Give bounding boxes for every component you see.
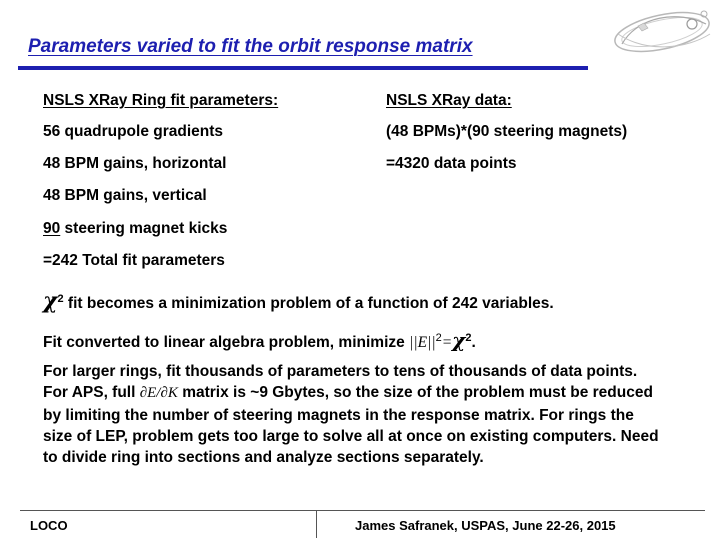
error-norm: ||E|| xyxy=(409,334,436,351)
quadrupole-gradients-text: 56 quadrupole gradients xyxy=(43,123,224,140)
data-points-text: =4320 data points xyxy=(386,155,517,172)
response-matrix-fraction: ∂E/∂K xyxy=(139,385,178,402)
chi-symbol: χ xyxy=(43,288,58,314)
linear-algebra-line xyxy=(43,328,476,352)
footer-divider xyxy=(316,510,317,538)
equals-sign: = xyxy=(441,334,453,351)
large-rings-paragraph xyxy=(43,361,663,468)
bpm-gains-horizontal-text: 48 BPM gains, horizontal xyxy=(43,155,227,172)
accelerator-ring-logo-icon xyxy=(608,4,716,60)
ring-fit-parameters-heading: NSLS XRay Ring fit parameters: xyxy=(43,92,279,109)
chi-exponent: 2 xyxy=(57,292,64,305)
chi-symbol-2: χ xyxy=(452,328,466,352)
paragraph-part-2: matrix is ~9 Gbytes, so the size of the problem must be reduced by limiting the number of steering magnets in the response matrix. For rings the size of LEP, problem gets too large to solve all at once on existing computers. Need to divide ring into sections and analyze sections separately. xyxy=(43,384,659,467)
linear-algebra-end: . xyxy=(471,334,476,351)
paragraph-part-1: For larger rings, fit thousands of parameters to tens of thousands of data points. For APS, full xyxy=(43,363,638,402)
footer-author-date: James Safranek, USPAS, June 22-26, 2015 xyxy=(355,518,616,533)
ring-data-heading: NSLS XRay data: xyxy=(386,92,512,109)
steering-kicks-count: 90 xyxy=(43,220,61,237)
total-fit-parameters-text: =242 Total fit parameters xyxy=(43,252,225,269)
bpm-steering-product-text: (48 BPMs)*(90 steering magnets) xyxy=(386,123,628,140)
footer-rule xyxy=(20,510,705,511)
steering-kicks-label: steering magnet kicks xyxy=(60,220,228,237)
chi-line-text: fit becomes a minimization problem of a function of 242 variables. xyxy=(63,295,554,312)
footer-left-label: LOCO xyxy=(30,518,68,533)
linear-algebra-prefix: Fit converted to linear algebra problem, minimize xyxy=(43,334,410,351)
bpm-gains-vertical-text: 48 BPM gains, vertical xyxy=(43,187,207,204)
error-norm-exponent: 2 xyxy=(435,331,442,344)
chi-squared-line xyxy=(43,288,554,314)
steering-kicks-text xyxy=(43,220,227,238)
slide-title: Parameters varied to fit the orbit response matrix xyxy=(28,36,473,57)
chi-exponent-2: 2 xyxy=(465,331,472,344)
title-underline-rule xyxy=(18,66,588,70)
